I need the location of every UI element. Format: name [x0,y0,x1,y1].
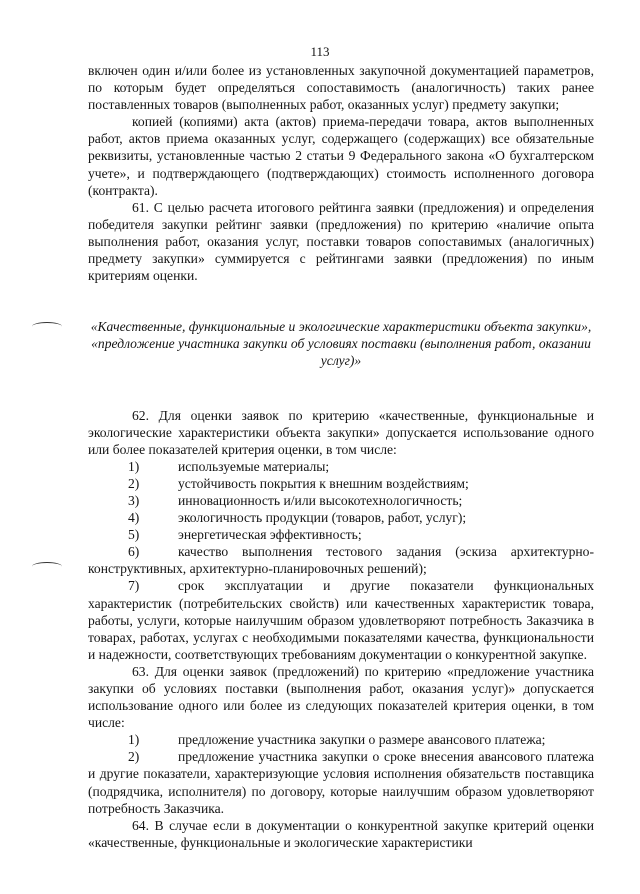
section-heading: «Качественные, функциональные и экологические характеристики объекта закупки», «предложение участника закупки об условиях поставки (выполнения работ, оказании услуг)» [90,319,592,369]
list-item-number: 7) [128,578,140,594]
list-item-text: устойчивость покрытия к внешним воздействиям; [178,475,469,491]
list-item [88,475,594,492]
list-62 [88,458,594,663]
list-item-text: экологичность продукции (товаров, работ, услуг); [178,510,467,526]
page-number: 113 [310,44,330,59]
paragraph-61: 61. С целью расчета итогового рейтинга заявки (предложения) и определения победителя закупки рейтинг заявки (предложения) по критерию «наличие опыта выполнения работ, оказания услуг, поставки товаров сопоставимых (аналогичных) предмету закупки» суммируется с рейтингами заявки (предложения) по иным критериям оценки. [88,199,594,284]
list-item-number: 2) [128,749,140,765]
list-item [88,509,594,526]
list-item-text: предложение участника закупки о размере авансового платежа; [178,732,546,748]
paragraph-63: 63. Для оценки заявок (предложений) по критерию «предложение участника закупки об условиях поставки (выполнения работ, оказания услуг)» допускается использование одного или более из следующих показателей критерия оценки, в том числе: [88,663,594,731]
list-item-number: 1) [128,458,140,474]
list-item-text: энергетическая эффективность; [178,527,362,543]
list-item-text: качество выполнения тестового задания (эскиза архитектурно-конструктивных, архитектурно-планировочных решений); [88,544,594,577]
list-item-number: 4) [128,510,140,526]
list-item [88,731,594,748]
list-item [88,492,594,509]
list-item-number: 1) [128,732,140,748]
list-item-number: 5) [128,527,140,543]
list-item [88,526,594,543]
paragraph-64: 64. В случае если в документации о конкурентной закупке критерий оценки «качественные, функциональные и экологические характеристики [88,817,594,850]
paragraph-acts-copies: копией (копиями) акта (актов) приема-передачи товара, актов выполненных работ, актов приема оказанных услуг, содержащего (содержащих) все обязательные реквизиты, установленные частью 2 статьи 9 Федерального закона «О бухгалтерском учете», и подтверждающего (подтверждающих) стоимость исполненного договора (контракта). [88,114,594,198]
list-item [88,577,594,662]
list-item [88,543,594,577]
list-item-number: 2) [128,475,140,491]
list-item-number: 3) [128,492,140,508]
margin-mark-middle [32,562,62,571]
paragraph-62: 62. Для оценки заявок по критерию «качественные, функциональные и экологические характеристики объекта закупки» допускается использование одного или более показателей критерия оценки, в том числе: [88,407,594,457]
list-item-text: предложение участника закупки о сроке внесения авансового платежа и другие показатели, характеризующие условия исполнения обязательств поставщика (подрядчика, исполнителя) по договору, которые наилучшим образом удовлетворяют потребность Заказчика. [88,749,594,816]
margin-mark-top [32,322,62,331]
paragraph-criteria-parameters: включен один и/или более из установленных закупочной документацией параметров, по которым будет определяться сопоставимость (аналогичность) таких ранее поставленных товаров (выполненных работ, оказанных услуг) предмету закупки; [88,63,594,113]
list-63 [88,731,594,816]
list-item [88,748,594,816]
list-item [88,458,594,475]
document-body [88,62,594,851]
list-item-text: используемые материалы; [178,458,330,474]
list-item-text: срок эксплуатации и другие показатели функциональных характеристик (потребительских свойств) или качественных характеристик товара, работы, услуги, которые наилучшим образом удовлетворяют потребность Заказчика в товарах, работах, услугах с необходимыми показателями качества, функциональности и надежности, соответствующих требованиям документации о конкурентной закупке. [88,578,594,662]
list-item-text: инновационность и/или высокотехнологичность; [178,492,463,508]
list-item-number: 6) [128,544,140,560]
